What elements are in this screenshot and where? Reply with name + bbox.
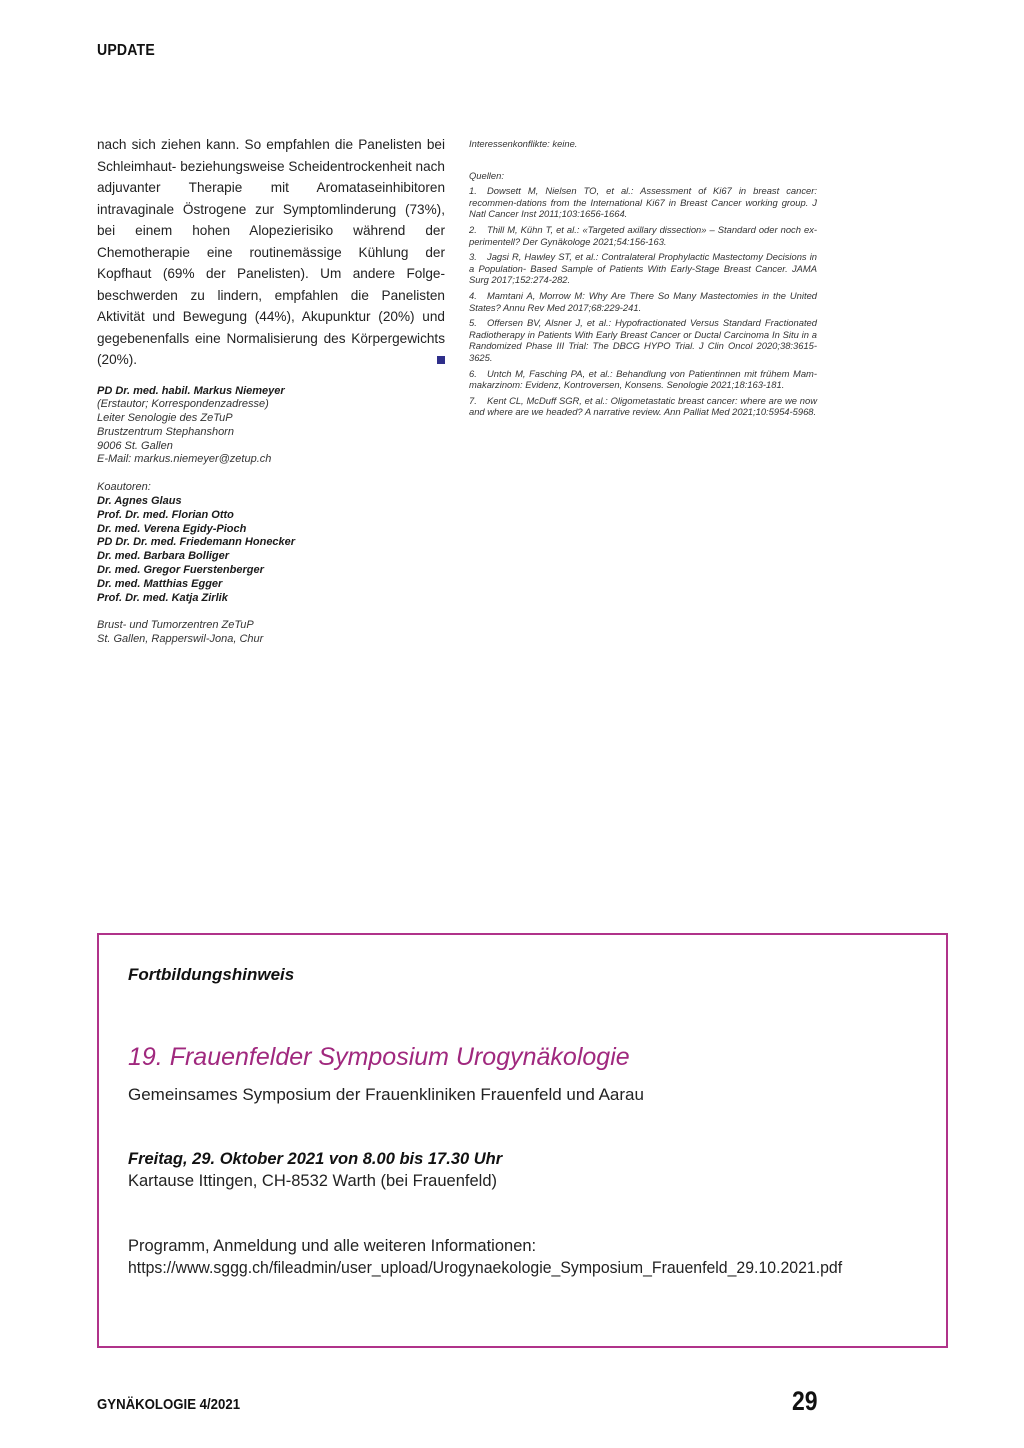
references-column (469, 138, 817, 418)
notice-kicker: Fortbildungshinweis (128, 965, 295, 984)
author-name: PD Dr. med. habil. Markus Niemeyer (97, 384, 285, 397)
reference-text: Mamtani A, Morrow M: Why Are There So Many Mastectomies in the United States? Annu Rev Med 2017;68:229-241. (469, 289, 817, 313)
reference-number: 4. (469, 289, 477, 301)
coauthor-name: Prof. Dr. med. Florian Otto (97, 508, 234, 521)
institution-line: St. Gallen, Rapperswil-Jona, Chur (97, 633, 264, 646)
end-mark-icon (437, 356, 445, 364)
author-line: Leiter Senologie des ZeTuP (97, 412, 233, 425)
reference-number: 7. (469, 394, 477, 406)
reference-text: Untch M, Fasching PA, et al.: Behandlung von Patientinnen mit frühem Mam-makarzinom: Evidenz, Kontroversen, Konsens. Senologie 2021;18:163-181. (469, 367, 817, 391)
coauthor-name: PD Dr. Dr. med. Friedemann Honecker (97, 536, 296, 549)
author-line: 9006 St. Gallen (97, 439, 173, 452)
reference-number: 6. (469, 367, 477, 379)
reference-item (469, 395, 817, 418)
main-column (97, 134, 445, 647)
coauthor-name: Dr. med. Gregor Fuerstenberger (97, 564, 264, 577)
page-number: 29 (792, 1386, 818, 1416)
coauthor-name: Dr. med. Matthias Egger (97, 577, 223, 590)
reference-item (469, 185, 817, 220)
coauthor-name: Prof. Dr. med. Katja Zirlik (97, 591, 228, 604)
reference-item (469, 224, 817, 247)
reference-text: Dowsett M, Nielsen TO, et al.: Assessment of Ki67 in breast cancer: recommen-dations from the International Ki67 in Breast Cancer working group. J Natl Cancer Inst 2011;103:1656-1664. (469, 185, 817, 220)
author-line: (Erstautor; Korrespondenzadresse) (97, 398, 269, 411)
reference-item (469, 251, 817, 286)
reference-text: Jagsi R, Hawley ST, et al.: Contralateral Prophylactic Mastectomy Decisions in a Population- Based Sample of Patients With Early-Stage Breast Cancer. JAMA Surg 2017;152:274-282. (469, 251, 817, 286)
institution-block (97, 619, 445, 647)
symposium-date: Freitag, 29. Oktober 2021 von 8.00 bis 17.30 Uhr (128, 1150, 503, 1168)
author-email: E-Mail: markus.niemeyer@zetup.ch (97, 453, 272, 466)
reference-text: Kent CL, McDuff SGR, et al.: Oligometastatic breast cancer: where are we now and where are we headed? A narrative review. Ann Palliat Med 2021;10:5954-5968. (469, 394, 817, 418)
body-paragraph (97, 134, 445, 371)
reference-text: Offersen BV, Alsner J, et al.: Hypofractionated Versus Standard Fractionated Radiotherapy in Patients With Early Breast Cancer or Ductal Carcinoma In Situ in a Randomized Phase III Trial: The DBCG HYPO Trial. J Clin Oncol 2020;38:3615-3625. (469, 317, 817, 363)
reference-text: Thill M, Kühn T, et al.: «Targeted axillary dissection» – Standard oder noch ex-perimentell? Der Gynäkologe 2021;54:156-163. (469, 223, 817, 247)
reference-item (469, 317, 817, 363)
section-label: UPDATE (97, 42, 155, 59)
reference-number: 1. (469, 185, 477, 197)
continuing-education-notice (97, 933, 948, 1348)
coauthor-name: Dr. med. Barbara Bolliger (97, 550, 230, 563)
reference-item (469, 368, 817, 391)
symposium-subtitle: Gemeinsames Symposium der Frauenkliniken Frauenfeld und Aarau (128, 1085, 644, 1104)
coauthors-label: Koautoren: (97, 481, 151, 494)
references-label: Quellen: (469, 169, 504, 181)
coauthor-name: Dr. med. Verena Egidy-Pioch (97, 522, 247, 535)
registration-link[interactable]: https://www.sggg.ch/fileadmin/user_upload/Urogynaekologie_Symposium_Frauenfeld_29.10.2021.pdf (128, 1259, 843, 1277)
author-line: Brustzentrum Stephanshorn (97, 425, 234, 438)
author-block (97, 385, 445, 468)
body-text: nach sich ziehen kann. So empfahlen die Panelisten bei Schleimhaut- beziehungsweise Scheidentrockenheit nach adjuvanter Therapie mit Aromataseinhibitoren intravaginale Östrogene zur Symptomlinderung (73%), bei einem hohen Alopezierisiko während der Chemotherapie eine routinemässige Kühlung der Kopfhaut (69% der Panelisten). Um andere Folgebeschwerden zu lindern, empfahlen die Panelisten Aktivität und Bewegung (44%), Akupunktur (20%) und gegebenenfalls eine Normalisierung des Körpergewichts (20%). (97, 137, 445, 367)
registration-info: Programm, Anmeldung und alle weiteren Informationen: (128, 1237, 537, 1255)
symposium-location: Kartause Ittingen, CH-8532 Warth (bei Frauenfeld) (128, 1172, 497, 1190)
institution-line: Brust- und Tumorzentren ZeTuP (97, 619, 254, 632)
conflicts-statement: Interessenkonflikte: keine. (469, 138, 578, 149)
symposium-title: 19. Frauenfelder Symposium Urogynäkologie (128, 1043, 630, 1071)
coauthor-name: Dr. Agnes Glaus (97, 495, 182, 508)
reference-number: 3. (469, 251, 477, 263)
reference-number: 5. (469, 317, 477, 329)
journal-issue: GYNÄKOLOGIE 4/2021 (97, 1396, 241, 1413)
reference-number: 2. (469, 223, 477, 235)
coauthors-block (97, 481, 445, 605)
reference-item (469, 290, 817, 313)
